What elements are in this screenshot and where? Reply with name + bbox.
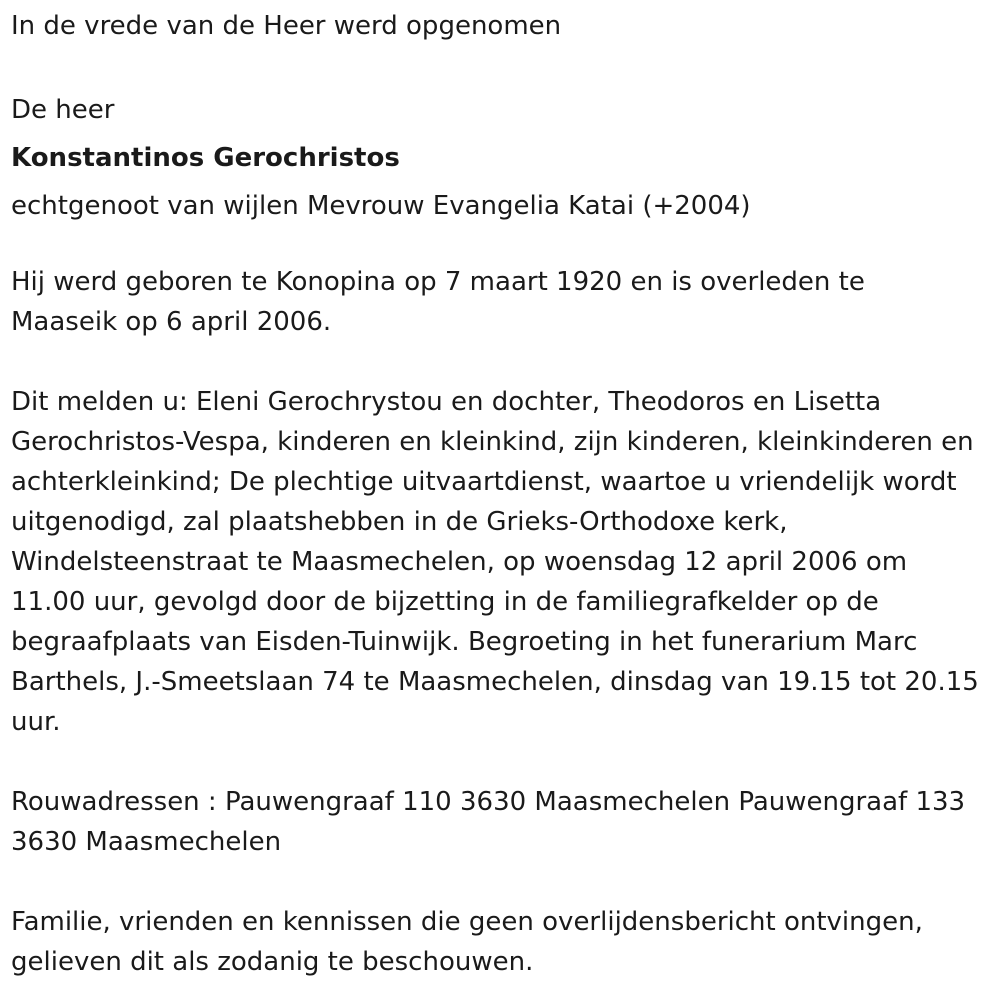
paragraph-line: achterkleinkind; De plechtige uitvaartdienst, waartoe u vriendelijk wordt xyxy=(11,467,957,497)
paragraph-line: gelieven dit als zodanig te beschouwen. xyxy=(11,947,534,977)
death-notice xyxy=(11,6,991,982)
honorific: De heer xyxy=(11,95,115,125)
paragraph-line: Familie, vrienden en kennissen die geen overlijdensbericht ontvingen, xyxy=(11,907,923,937)
deceased-name: Konstantinos Gerochristos xyxy=(11,143,400,173)
paragraph-line: Maaseik op 6 april 2006. xyxy=(11,307,332,337)
paragraph-line: 3630 Maasmechelen xyxy=(11,827,282,857)
paragraph-line: Hij werd geboren te Konopina op 7 maart 1920 en is overleden te xyxy=(11,267,865,297)
spacer xyxy=(11,46,991,86)
closing-paragraph xyxy=(11,902,991,982)
paragraph-line: Dit melden u: Eleni Gerochrystou en dochter, Theodoros en Lisetta xyxy=(11,387,882,417)
announcement-paragraph xyxy=(11,382,991,742)
paragraph-line: Rouwadressen : Pauwengraaf 110 3630 Maasmechelen Pauwengraaf 133 xyxy=(11,787,966,817)
paragraph-line: uur. xyxy=(11,707,61,737)
spouse-line: echtgenoot van wijlen Mevrouw Evangelia Katai (+2004) xyxy=(11,191,751,221)
paragraph-line: Barthels, J.-Smeetslaan 74 te Maasmechelen, dinsdag van 19.15 tot 20.15 xyxy=(11,667,979,697)
paragraph-line: Gerochristos-Vespa, kinderen en kleinkind, zijn kinderen, kleinkinderen en xyxy=(11,427,974,457)
paragraph-line: uitgenodigd, zal plaatshebben in de Grieks-Orthodoxe kerk, xyxy=(11,507,788,537)
spacer xyxy=(11,342,991,382)
opening-line: In de vrede van de Heer werd opgenomen xyxy=(11,11,562,41)
birth-death-paragraph xyxy=(11,262,991,342)
spacer xyxy=(11,862,991,902)
paragraph-line: begraafplaats van Eisden-Tuinwijk. Begroeting in het funerarium Marc xyxy=(11,627,918,657)
paragraph-line: Windelsteenstraat te Maasmechelen, op woensdag 12 april 2006 om xyxy=(11,547,908,577)
paragraph-line: 11.00 uur, gevolgd door de bijzetting in de familiegrafkelder op de xyxy=(11,587,879,617)
addresses-paragraph xyxy=(11,782,991,862)
spacer xyxy=(11,742,991,782)
spacer xyxy=(11,230,991,262)
